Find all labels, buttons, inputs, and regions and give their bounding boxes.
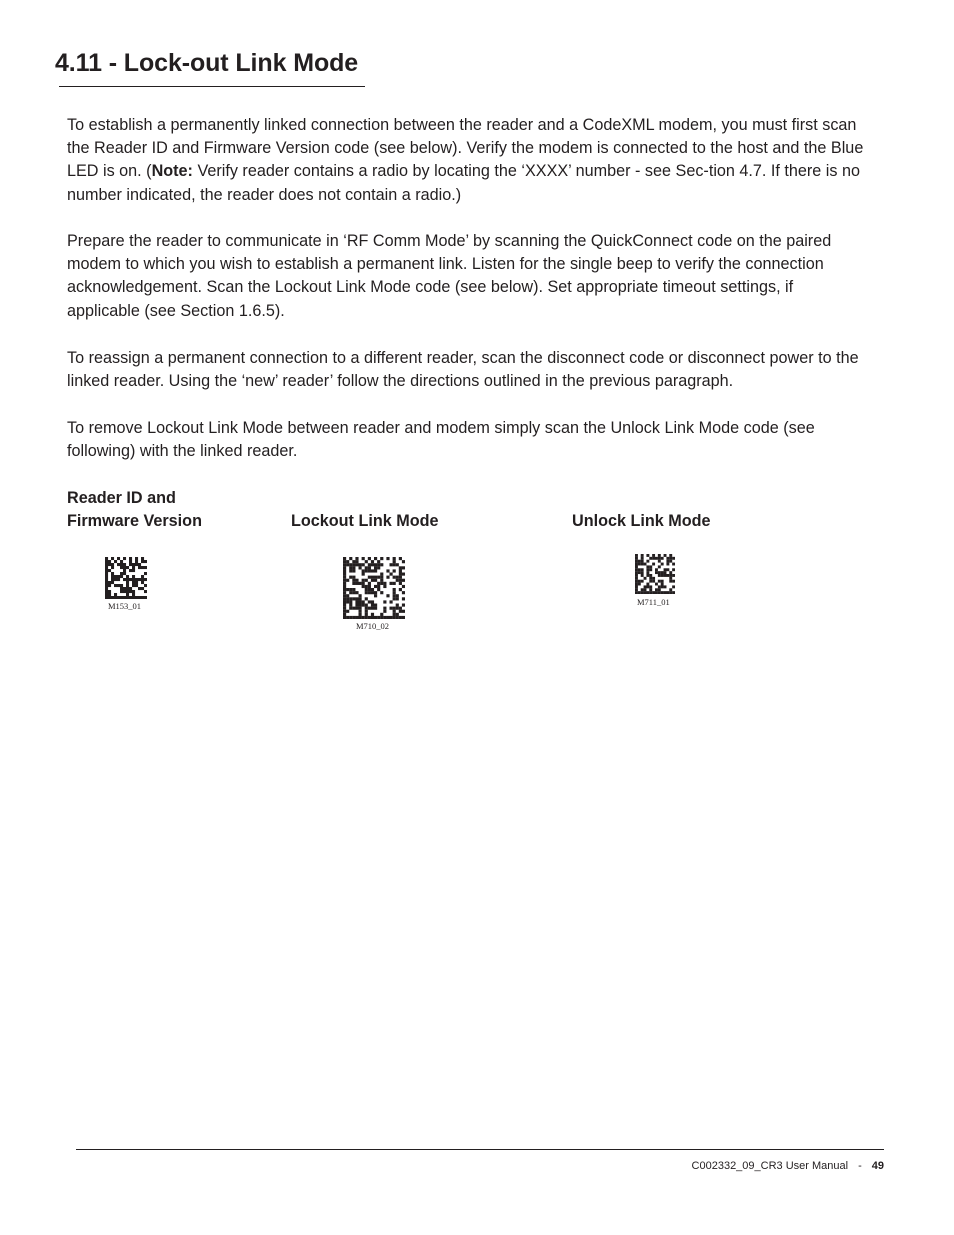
paragraph-reassign: To reassign a permanent connection to a different reader, scan the disconnect code or disconnect power to the linked reader. Using the ‘new’ reader’ follow the directions outlined in the previous paragraph. [67, 349, 859, 391]
note-label: Note: [151, 162, 193, 181]
page-footer [692, 1160, 884, 1172]
heading-underline [59, 86, 365, 87]
footer-rule [76, 1149, 884, 1150]
label-unlock-link-mode [572, 510, 711, 533]
barcode-id-label: M711_01 [637, 597, 670, 607]
paragraph-remove-lockout: To remove Lockout Link Mode between reader and modem simply scan the Unlock Link Mode code (see following) with the linked reader. [67, 419, 815, 461]
label-line: Reader ID and [67, 489, 176, 507]
paragraph-text: To establish a permanently linked connection between the reader and a CodeXML modem, you must first scan the Reader ID and Firmware Version code (see below). Verify the modem is connected to the host and the Blue LED is on. ( [67, 116, 864, 181]
document-id: C002332_09_CR3 User Manual [691, 1160, 849, 1172]
data-matrix-barcode-icon [635, 554, 675, 594]
data-matrix-barcode-icon [343, 557, 405, 619]
label-lockout-link-mode [291, 510, 438, 533]
footer-separator: - [858, 1160, 862, 1172]
barcode-id-label: M710_02 [356, 621, 390, 631]
barcode-id-label: M153_01 [108, 601, 142, 611]
page-number: 49 [871, 1160, 884, 1172]
section-heading: 4.11 - Lock-out Link Mode [55, 49, 359, 77]
paragraph-establish-link [67, 114, 867, 207]
data-matrix-barcode-icon [105, 557, 147, 599]
label-line: Unlock Link Mode [572, 512, 711, 530]
paragraph-text: Verify reader contains a radio by locating the ‘XXXX’ number - see Sec-tion 4.7. If there is no number indicated, the reader does not contain a radio.) [67, 162, 860, 204]
label-reader-id-firmware [67, 487, 202, 533]
label-line: Lockout Link Mode [291, 512, 439, 530]
label-line: Firmware Version [67, 512, 202, 530]
paragraph-prepare-reader: Prepare the reader to communicate in ‘RF Comm Mode’ by scanning the QuickConnect code on the paired modem to which you wish to establish a permanent link. Listen for the single beep to verify the connection acknowledgement. Scan the Lockout Link Mode code (see below). Set appropriate timeout settings, if applicable (see Section 1.6.5). [67, 232, 832, 320]
